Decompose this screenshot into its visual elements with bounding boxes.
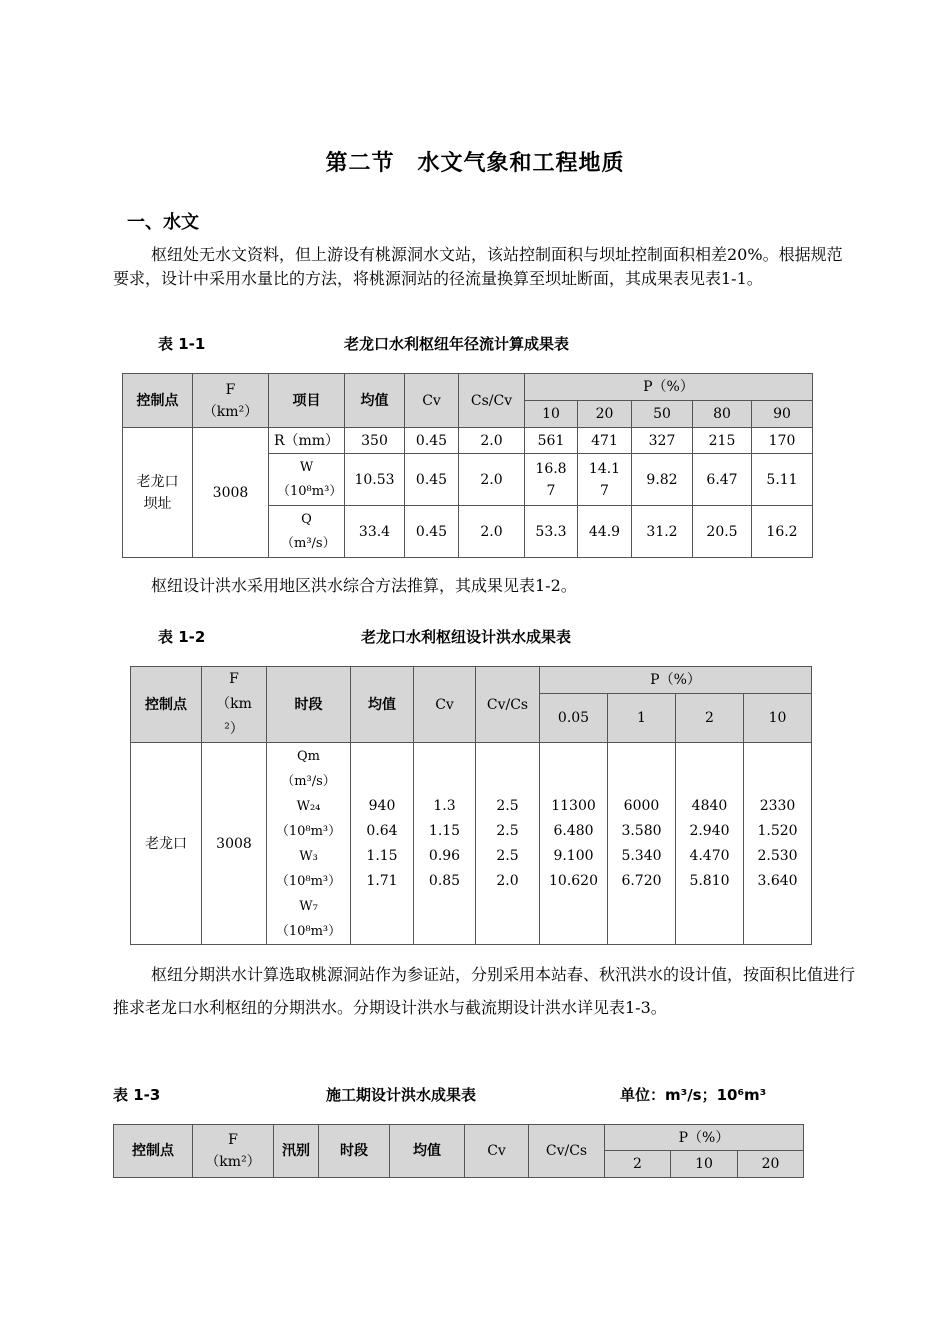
table1-value-cell: 170: [752, 428, 813, 454]
table1-cv-cell: 0.45: [405, 454, 459, 506]
table2-mean-cell: 940 0.64 1.15 1.71: [351, 743, 414, 945]
table1-cscv-cell: 2.0: [459, 428, 525, 454]
table1-label: 表 1-1: [158, 335, 206, 353]
table3-header-cv: Cv: [465, 1125, 529, 1178]
table3-header-mean: 均值: [390, 1125, 465, 1178]
table2-p-level: 1: [608, 693, 676, 742]
table1-item-cell: W（10⁸m³）: [269, 454, 345, 506]
table2-cv-cell: 1.3 1.15 0.96 0.85: [414, 743, 476, 945]
table1-p-level: 80: [693, 401, 752, 428]
table2-p-level: 0.05: [540, 693, 608, 742]
table1-value-cell: 327: [632, 428, 693, 454]
table1-item-cell: R（mm）: [269, 428, 345, 454]
table2-header-period: 时段: [267, 667, 351, 743]
table2-value-cell: 6000 3.580 5.340 6.720: [608, 743, 676, 945]
table3: [113, 1124, 804, 1178]
table2-header-cv: Cv: [414, 667, 476, 743]
table2-cvcs-cell: 2.5 2.5 2.5 2.0: [476, 743, 540, 945]
table1-p-level: 10: [525, 401, 578, 428]
table2-value-cell: 11300 6.480 9.100 10.620: [540, 743, 608, 945]
table1-point-cell: 老龙口坝址: [123, 428, 193, 558]
table1-value-cell: 5.11: [752, 454, 813, 506]
table3-header-point: 控制点: [114, 1125, 193, 1178]
table2-header-cvcs: Cv/Cs: [476, 667, 540, 743]
table1-value-cell: 16.87: [525, 454, 578, 506]
table2-period-cell: Qm（m³/s） W₂₄（10⁸m³） W₃（10⁸m³） W₇（10⁸m³）: [267, 743, 351, 945]
table1-header-cscv: Cs/Cv: [459, 374, 525, 428]
table1-value-cell: 31.2: [632, 506, 693, 558]
table1-header-point: 控制点: [123, 374, 193, 428]
table1-cv-cell: 0.45: [405, 428, 459, 454]
table1-header-cv: Cv: [405, 374, 459, 428]
table2: [130, 666, 812, 945]
table1-value-cell: 44.9: [578, 506, 632, 558]
table3-header-period: 时段: [319, 1125, 390, 1178]
table1-mean-cell: 33.4: [345, 506, 405, 558]
table1-value-cell: 471: [578, 428, 632, 454]
table2-point-cell: 老龙口: [131, 743, 202, 945]
paragraph-flood: 枢纽设计洪水采用地区洪水综合方法推算，其成果见表1-2。: [151, 576, 577, 595]
table1-value-cell: 53.3: [525, 506, 578, 558]
table1-cscv-cell: 2.0: [459, 454, 525, 506]
table1-header-area: F （km²）: [193, 374, 269, 428]
section-title: 第二节 水文气象和工程地质: [325, 151, 625, 176]
table2-value-cell: 4840 2.940 4.470 5.810: [676, 743, 744, 945]
table1-title: 老龙口水利枢纽年径流计算成果表: [344, 335, 570, 353]
table1-cscv-cell: 2.0: [459, 506, 525, 558]
table3-p-level: 20: [738, 1151, 804, 1178]
table1-cv-cell: 0.45: [405, 506, 459, 558]
table2-header-point: 控制点: [131, 667, 202, 743]
table2-header-area: F （km²）: [202, 667, 267, 743]
table3-header-area: F （km²）: [193, 1125, 274, 1178]
table2-label: 表 1-2: [158, 628, 206, 646]
table1-header-mean: 均值: [345, 374, 405, 428]
table3-header-flood: 汛别: [274, 1125, 319, 1178]
table1-header-p: P（%）: [525, 374, 813, 401]
table1-value-cell: 6.47: [693, 454, 752, 506]
table1-value-cell: 16.2: [752, 506, 813, 558]
table3-unit: 单位：m³/s；10⁶m³: [620, 1086, 767, 1104]
table1: [122, 373, 813, 558]
table3-header-cvcs: Cv/Cs: [529, 1125, 605, 1178]
table1-value-cell: 561: [525, 428, 578, 454]
table3-label: 表 1-3: [113, 1086, 161, 1104]
table1-mean-cell: 10.53: [345, 454, 405, 506]
table1-p-level: 90: [752, 401, 813, 428]
table1-value-cell: 9.82: [632, 454, 693, 506]
table2-header-mean: 均值: [351, 667, 414, 743]
heading-hydrology: 一、水文: [127, 212, 199, 233]
table2-value-cell: 2330 1.520 2.530 3.640: [744, 743, 812, 945]
paragraph-staged-flood: 枢纽分期洪水计算选取桃源洞站作为参证站，分别采用本站春、秋汛洪水的设计值，按面积比值进行推求老龙口水利枢纽的分期洪水。分期设计洪水与截流期设计洪水详见表1-3。: [113, 965, 856, 1017]
table1-value-cell: 20.5: [693, 506, 752, 558]
table2-p-level: 10: [744, 693, 812, 742]
table1-item-cell: Q（m³/s）: [269, 506, 345, 558]
table1-p-level: 20: [578, 401, 632, 428]
table1-value-cell: 14.17: [578, 454, 632, 506]
table3-header-p: P（%）: [605, 1125, 804, 1151]
table3-title: 施工期设计洪水成果表: [326, 1086, 477, 1104]
table2-header-p: P（%）: [540, 667, 812, 694]
table2-p-level: 2: [676, 693, 744, 742]
table2-area-cell: 3008: [202, 743, 267, 945]
table2-title: 老龙口水利枢纽设计洪水成果表: [361, 628, 572, 646]
table1-mean-cell: 350: [345, 428, 405, 454]
table1-header-item: 项目: [269, 374, 345, 428]
table1-area-cell: 3008: [193, 428, 269, 558]
table3-p-level: 10: [671, 1151, 738, 1178]
table1-p-level: 50: [632, 401, 693, 428]
table3-p-level: 2: [605, 1151, 671, 1178]
paragraph-intro: 枢纽处无水文资料，但上游设有桃源洞水文站，该站控制面积与坝址控制面积相差20%。根据规范要求，设计中采用水量比的方法，将桃源洞站的径流量换算至坝址断面，其成果表见表1-1。: [113, 245, 843, 288]
table1-value-cell: 215: [693, 428, 752, 454]
